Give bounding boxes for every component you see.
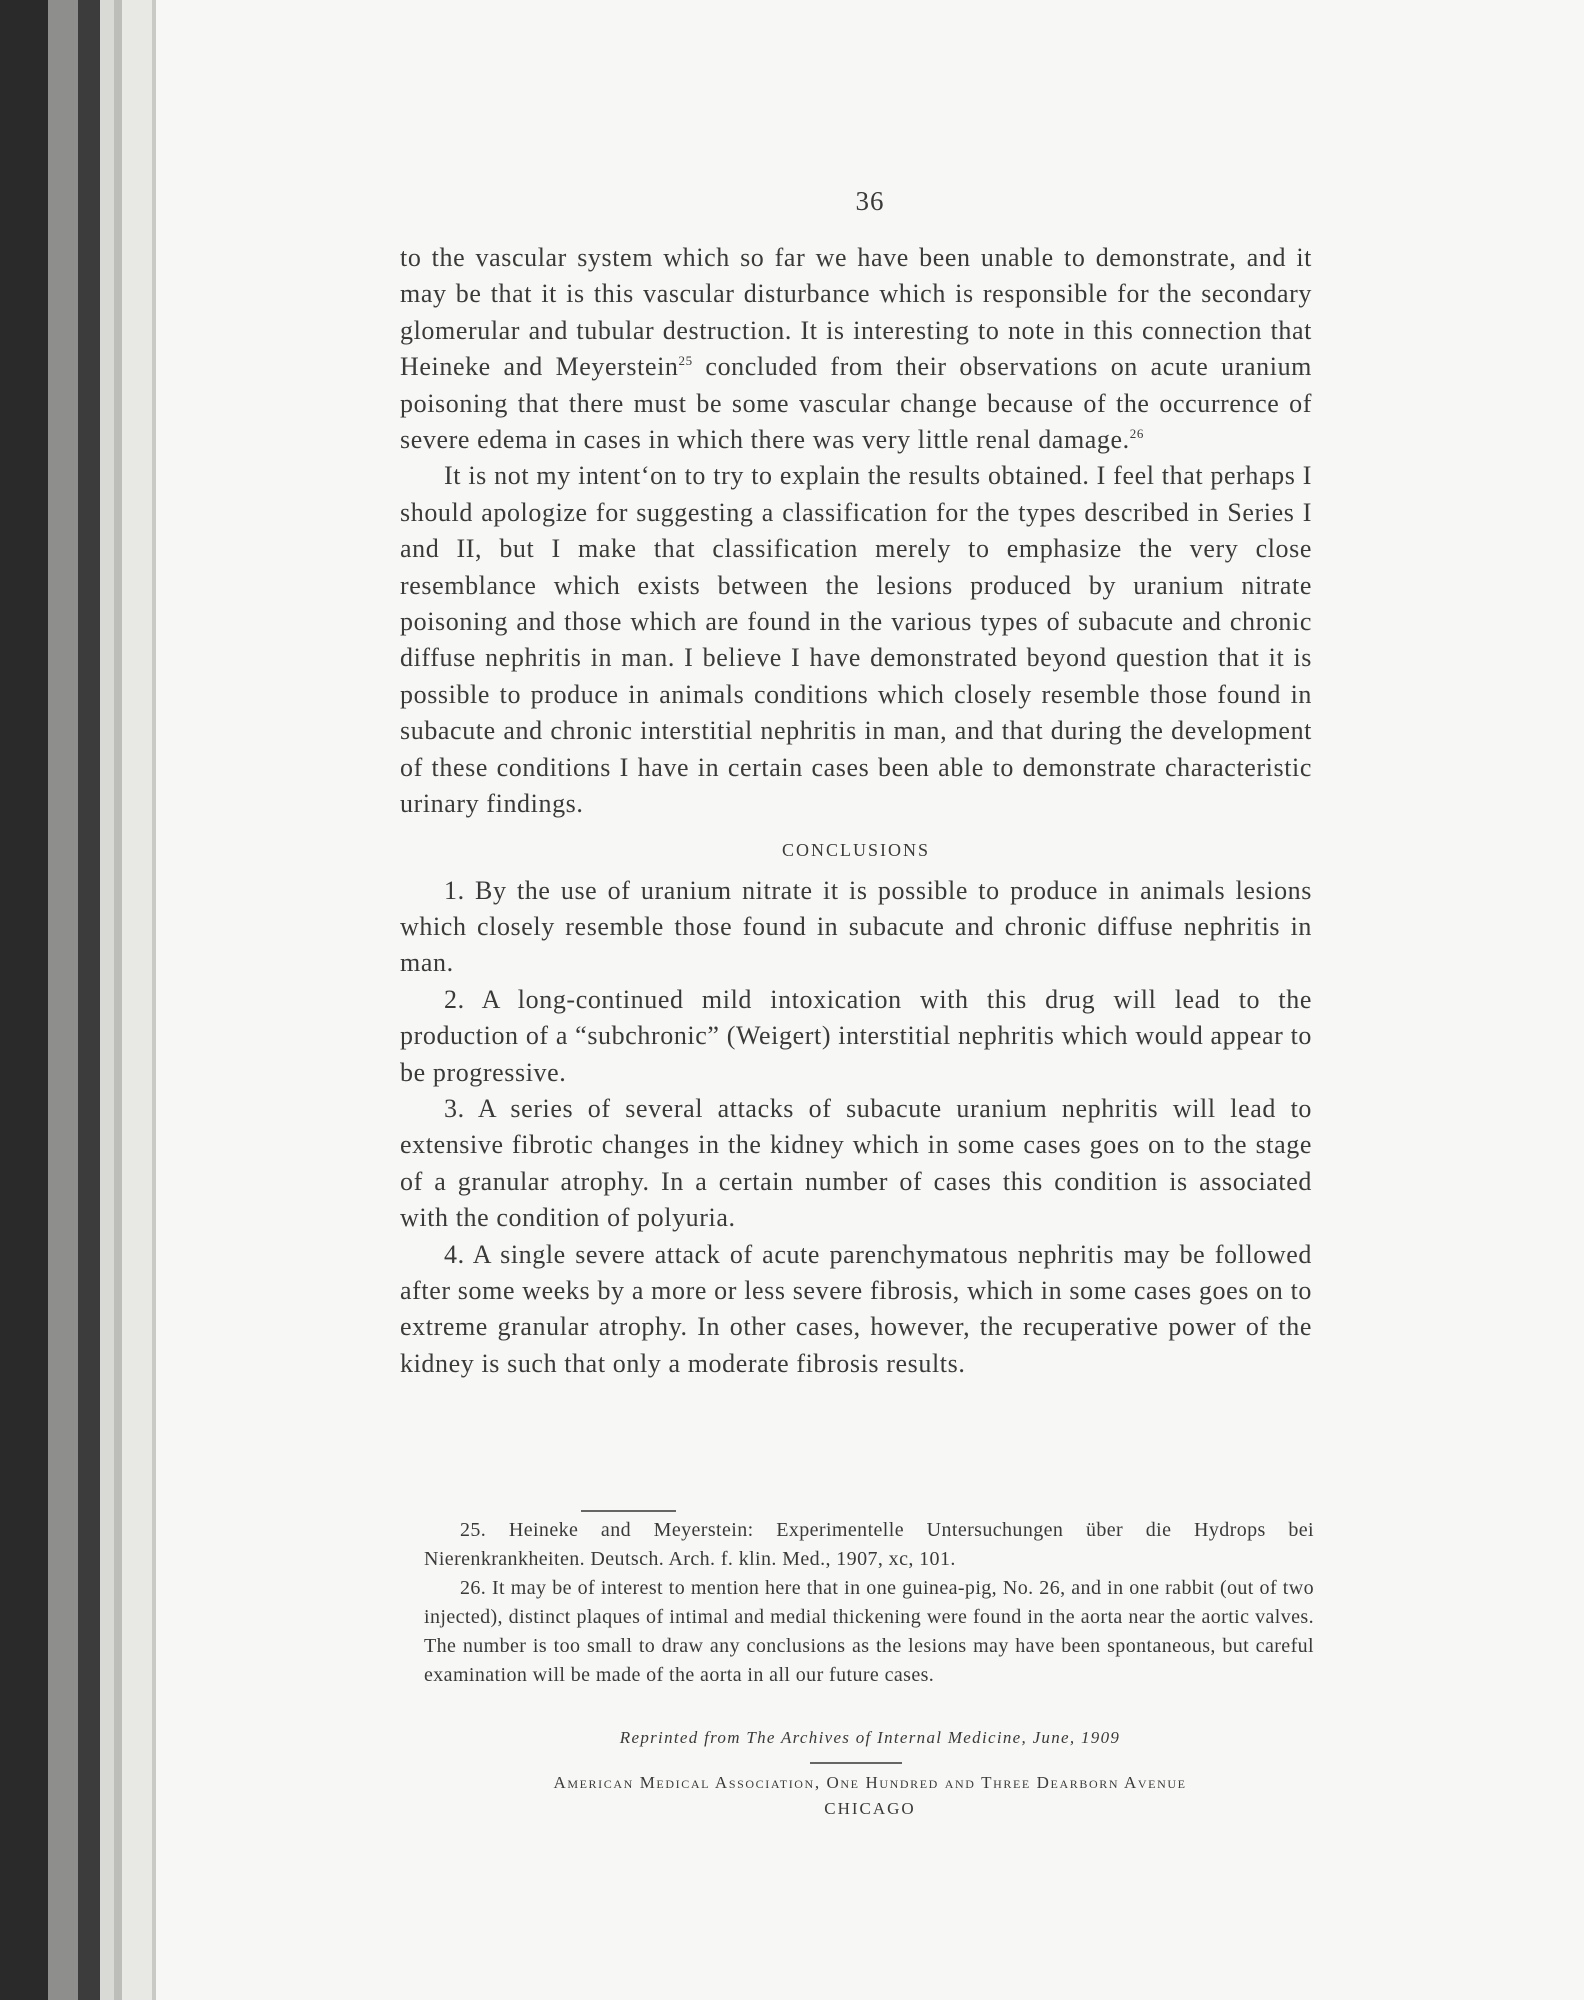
conclusion-item: 2. A long-continued mild intoxication with this drug will lead to the production of a “subchronic” (Weigert) interstitial nephritis which would appear to be progressive. bbox=[400, 984, 1312, 1087]
publisher-block bbox=[156, 1770, 1584, 1822]
conclusion-item: 3. A series of several attacks of subacute uranium nephritis will lead to extensive fibrotic changes in the kidney which in some cases goes on to the stage of a granular atrophy. In a certain number of cases this condition is associated with the condition of polyuria. bbox=[400, 1093, 1312, 1233]
book-edge bbox=[78, 0, 100, 2000]
footnote: 26. It may be of interest to mention here that in one guinea-pig, No. 26, and in one rabbit (out of two injected), distinct plaques of intimal and medial thickening were found in the aorta near the aortic valves. The number is too small to draw any conclusions as the lesions may have been spontaneous, but careful examination will be made of the aorta in all our future cases. bbox=[424, 1577, 1314, 1686]
paragraph-continuation bbox=[400, 240, 1312, 458]
colophon-divider bbox=[810, 1762, 902, 1764]
conclusion-item: 4. A single severe attack of acute parenchymatous nephritis may be followed after some weeks by a more or less severe fibrosis, which in some cases goes on to extreme granular atrophy. In other cases, however, the recuperative power of the kidney is such that only a moderate fibrosis results. bbox=[400, 1239, 1312, 1378]
paragraph: It is not my intent‘on to try to explain the results obtained. I feel that perhaps I should apologize for suggesting a classification for the types described in Series I and II, but I make that classification merely to emphasize the very close resemblance which exists between the lesions produced by uranium nitrate poisoning and those which are found in the various types of subacute and chronic diffuse nephritis in man. I believe I have demonstrated beyond question that it is possible to produce in animals conditions which closely resemble those found in subacute and chronic interstitial nephritis in man, and that during the development of these conditions I have in certain cases been able to demonstrate characteristic urinary findings. bbox=[400, 461, 1312, 819]
book-edge bbox=[114, 0, 122, 2000]
book-edge bbox=[122, 0, 152, 2000]
body-text bbox=[400, 240, 1312, 1382]
book-edge bbox=[48, 0, 78, 2000]
footnotes bbox=[424, 1516, 1314, 1690]
publisher-name: American Medical Association, One Hundred and Three Dearborn Avenue bbox=[553, 1773, 1187, 1792]
footnote-ref: 26 bbox=[1129, 426, 1144, 442]
paragraph-text: concluded from their observations on acute uranium poisoning that there must be some vascular change because of the occurrence of severe edema in cases in which there was very little renal damage. bbox=[400, 352, 1312, 455]
paragraph-text: to the vascular system which so far we have been unable to demonstrate, and it may be that it is this vascular disturbance which is responsible for the secondary glomerular and tubular destruction. It is interesting to note in this connection that Heineke and Meyerstein bbox=[400, 243, 1312, 382]
book-edge bbox=[100, 0, 114, 2000]
footnote-divider bbox=[581, 1510, 676, 1512]
page-number: 36 bbox=[855, 186, 885, 216]
footnote-ref: 25 bbox=[678, 353, 693, 369]
document-page bbox=[156, 0, 1584, 2000]
footnote: 25. Heineke and Meyerstein: Experimentelle Untersuchungen über die Hydrops bei Nierenkrankheiten. Deutsch. Arch. f. klin. Med., 1907, xc, 101. bbox=[424, 1519, 1314, 1570]
publisher-city: CHICAGO bbox=[824, 1799, 916, 1818]
reprint-notice: Reprinted from The Archives of Internal Medicine, June, 1909 bbox=[619, 1728, 1121, 1747]
book-edge bbox=[0, 0, 48, 2000]
section-heading: CONCLUSIONS bbox=[781, 839, 931, 860]
conclusion-item: 1. By the use of uranium nitrate it is possible to produce in animals lesions which closely resemble those found in subacute and chronic diffuse nephritis in man. bbox=[400, 875, 1312, 978]
